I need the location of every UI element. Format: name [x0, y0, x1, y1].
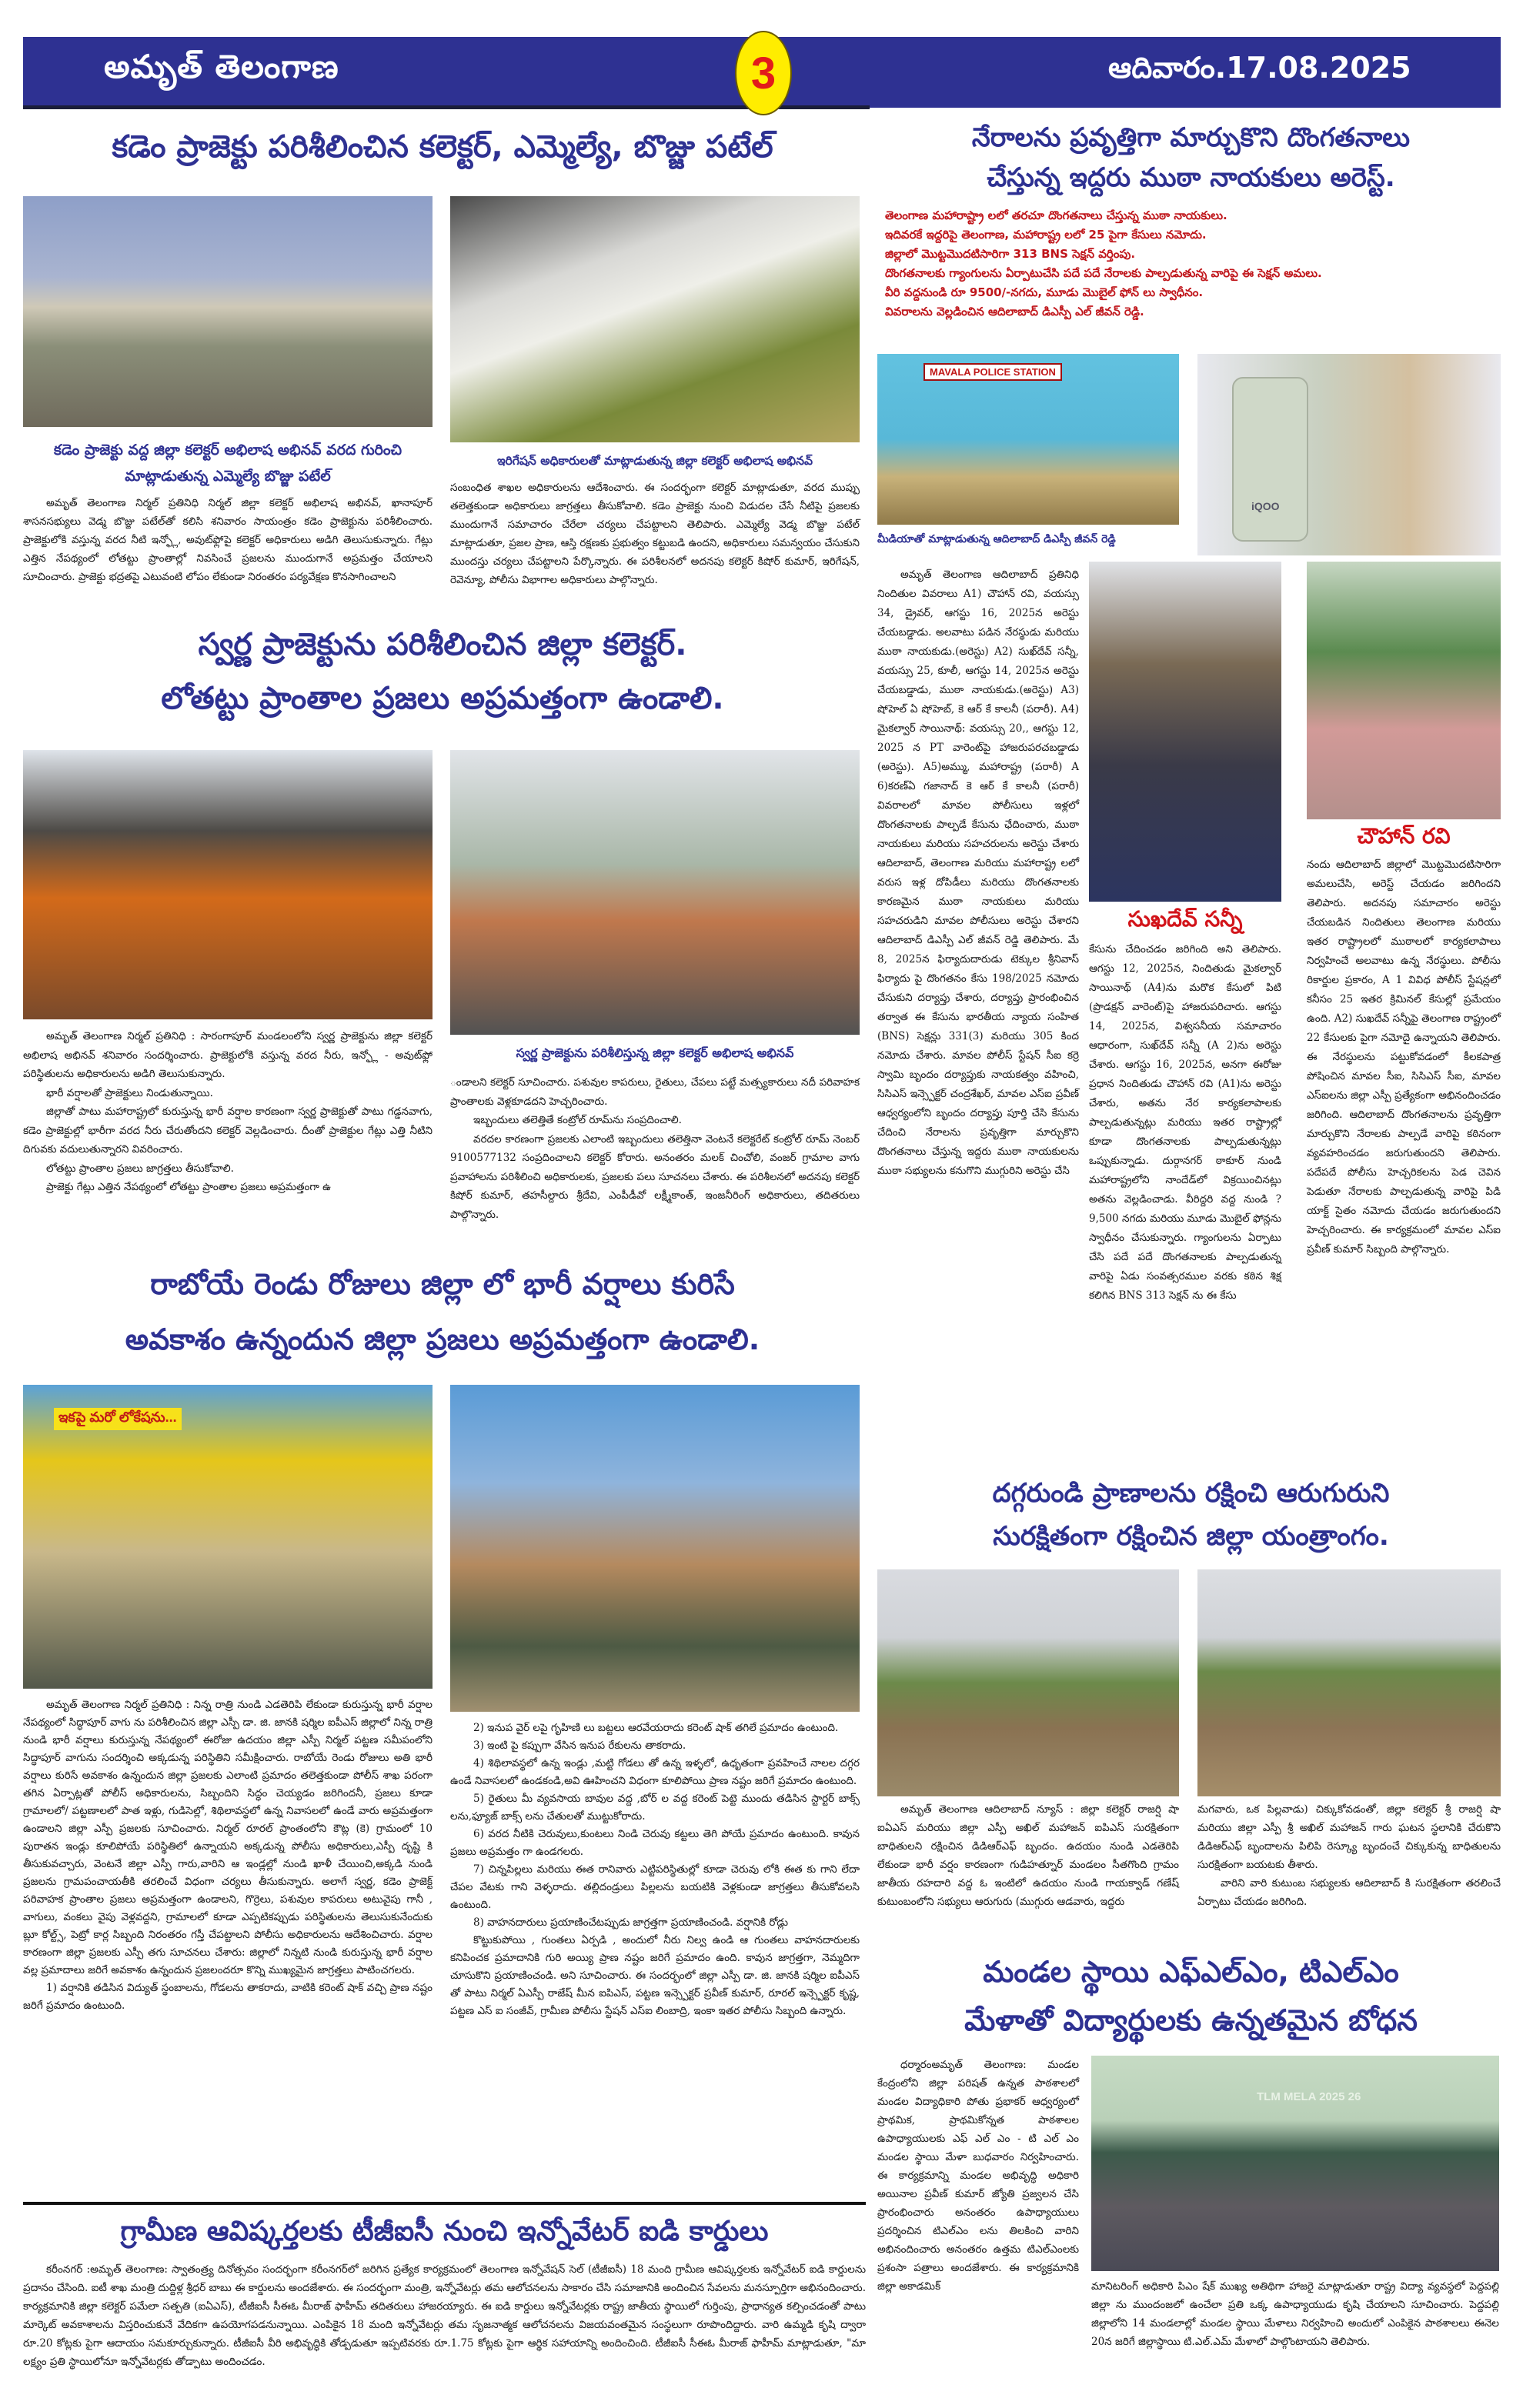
- theft-headline-line2: చేస్తున్న ఇద్దరు ముఠా నాయకులు అరెస్ట్.: [987, 162, 1395, 193]
- rain-body-right: [450, 1719, 860, 2020]
- tgic-body-text: కరీంనగర్ :అమృత్ తెలంగాణ: స్వాతంత్ర్య దినోత్సవం సందర్భంగా కరీంనగర్‌లో జరిగిన ప్రత్యేక కార్యక్రమంలో తెలంగాణ ఇన్నోవేషన్ సెల్ (టీజీఐసీ) 18 మంది గ్రామీణ ఆవిష్కర్తలకు ఇన్నోవేటర్ ఐడి కార్డులను ప్రదానం చేసింది. ఐటీ శాఖ మంత్రి దుద్దిళ్ల శ్రీధర్ బాబు ఈ కార్డులను అందజేశారు. ఈ సందర్భంగా మంత్రి, ఇన్నోవేటర్లు తమ ఆలోచనలను సాకారం చేసి సమాజానికి అందించిన సేవలను మనస్పూర్తిగా అభినందించారు. కార్యక్రమానికి జిల్లా కలెక్టర్ పమేలా సత్పతి (ఐఏఎస్), టీజీఐసీ సీఈఓ మీరాజ్ ఫాహీమ్ తదితరులు హాజరయ్యారు. ఈ ఐడి కార్డులు ఇన్నోవేటర్లకు రాష్ట్ర జాతీయ స్థాయిలో గుర్తింపు, ప్రాధాన్యత కల్పించడంతో పాటు మార్కెట్ అవకాశాలను విస్తరించుకునే వేదికగా ఉపయోగపడనున్నాయి. ఎంపికైన 18 మంది ఇన్నోవేటర్లు తమ సృజనాత్మక ఆలోచనలను విజయవంతమైన సంస్థలుగా రూపొందిద్దారు. వారి ఉమ్మడి కృషి ద్వారా రూ.20 కోట్లకు పైగా ఆదాయం సమకూర్చుకున్నారు. టీజీఐసీ వీరి అభివృద్ధికి తోడ్పడుతూ ఇప్పటివరకు రూ.1.75 కోట్లకు పైగా ఆర్థిక సహాయాన్ని అందించింది. టీజీఐసీ సీఈఓ మీరాజ్ ఫాహీమ్ మాట్లాడుతూ, "మా లక్ష్యం ప్రతి స్థాయిలోనూ ఇన్నోవేటర్లకు తోడ్పాటు అందించడం.: [23, 2263, 866, 2368]
- rain-safety-point: 4) శిథిలావస్థలో ఉన్న ఇండ్లు ,మట్టి గోడలు తో ఉన్న ఇళ్ళలో, ఉధృతంగా ప్రవహించే నాలల దగ్గర ఉండే నివాసలలో ఉండకండి,అవి ఊహించని విధంగా కూలిపోయి ప్రాణ నష్టం జరిగే ప్రమాదం ఉంటుంది.: [450, 1757, 860, 1787]
- theft-body-col1: [877, 565, 1079, 1181]
- rain-banner-text: ఇకపై మరో లోకేషను...: [54, 1408, 182, 1430]
- kadem-photo-2-caption: ఇరిగేషన్ అధికారులతో మాట్లాడుతున్న జిల్లా కలెక్టర్ అభిలాష అభినవ్: [496, 454, 813, 468]
- flm-col-text: ధర్మారంఅమృత్ తెలంగాణ: మండల కేంద్రంలోని జిల్లా పరిషత్ ఉన్నత పాఠశాలలో మండల విద్యాధికారి పోతు ప్రభాకర్ ఆధ్వర్యంలో ప్రాథమిక, ప్రాథమికోన్నత పాఠశాలల ఉపాధ్యాయులకు ఎఫ్ ఎల్ ఎం - టి ఎల్ ఎం మండల స్థాయి మేళా బుధవారం నిర్వహించారు. ఈ కార్యక్రమాన్ని మండల అభివృద్ధి అధికారి అయినాల ప్రవీణ్ కుమార్ జ్యోతి ప్రజ్వలన చేసి ప్రారంభించారు అనంతరం ఉపాధ్యాయులు ప్రదర్శించిన టిఎల్ఎం లను తిలకించి వారిని అభినందించారు అనంతరం ఉత్తమ టిఎల్ఎంలకు ప్రశంసా పత్రాలు అందజేశారు. ఈ కార్యక్రమానికి జిల్లా అకాడమిక్: [877, 2059, 1079, 2293]
- swarna-para-4: ండాలని కలెక్టర్ సూచించారు. పశువుల కాపరులు, రైతులు, చేపలు పట్టే మత్స్యకారులు నదీ పరివాహక ప్రాంతాలకు వెళ్లకూడదని హెచ్చరించారు.: [450, 1076, 860, 1108]
- rain-point-1: 1) వర్షానికి తడిసిన విద్యుత్ స్థంబాలను, గోడలను తాకరాదు, వాటికి కరెంట్ షాక్ వచ్చి ప్రాణ నష్టం జరిగే ప్రమాదం ఉంటుంది.: [23, 1982, 433, 2012]
- tgic-body: [23, 2260, 866, 2371]
- flm-body-bottom: [1091, 2277, 1499, 2351]
- rescue-para-3: వారిని వారి కుటుంబ సభ్యులకు ఆదిలాబాద్ కి సురక్షితంగా తరలించే ఏర్పాటు చేయడం జరిగింది.: [1197, 1877, 1501, 1908]
- theft-headline-line1: నేరాలను ప్రవృత్తిగా మార్చుకొని దొంగతనాలు: [971, 122, 1411, 153]
- tgic-headline: గ్రామీణ ఆవిష్కర్తలకు టీజీఐసీ నుంచి ఇన్నోవేటర్ ఐడి కార్డులు: [120, 2216, 769, 2247]
- flm-headline-line2: మేళాతో విద్యార్థులకు ఉన్నతమైన బోధన: [964, 2003, 1418, 2037]
- swarna-para-2: జిల్లాతో పాటు మహారాష్ట్రలో కురుస్తున్న భారీ వర్షాల కారణంగా స్వర్ణ ప్రాజెక్టుతో పాటు గడ్డనవాగు, కడెం ప్రాజెక్టుల్లో భారీగా వరద నీరు చేరుతోందని కలెక్టర్ వెల్లడించారు. దీంతో ప్రాజెక్టుల గేట్లు ఎత్తి నీటిని దిగువకు వదులుతున్నారని వివరించారు.: [23, 1106, 433, 1156]
- kadem-photo-2: [450, 196, 860, 442]
- swarna-para-3: ప్రాజెక్టు గేట్లు ఎత్తిన నేపథ్యంలో లోతట్టు ప్రాంతాల ప్రజలు అప్రమత్తంగా ఉ: [46, 1181, 331, 1193]
- station-sign: MAVALA POLICE STATION: [923, 363, 1062, 381]
- theft-body-col3: [1307, 855, 1501, 1259]
- masthead-underline: [23, 105, 870, 109]
- accused-name-sukhdev: సుఖదేవ్ సన్నీ: [1127, 906, 1243, 932]
- rescue-body-left: [877, 1800, 1179, 1911]
- newspaper-title: అమృత్ తెలంగాణ: [104, 48, 339, 85]
- rescue-photo-2: [1197, 1569, 1501, 1796]
- rain-safety-point: 7) చిన్నపిల్లలు మరియు ఈత రానివారు ఎట్టిపరిస్థితుల్లో కూడా చెరువు లోకి ఈత కు గాని లేదా చేపల వేటకు గాని వెళ్ళరాదు. తల్లిదండ్రులు పిల్లలను బయటికి వెళ్లకుండా జాగ్రత్తలు తీసుకోవలసి ఉంటుంది.: [450, 1863, 860, 1911]
- seized-items-photo: [1197, 354, 1501, 555]
- rain-closing-para: కొట్టుకుపోయి , గుంతలు ఏర్పడి , అందులో నీరు నిల్వ ఉండి ఆ గుంతలు వాహనదారులకు కనిపించక ప్రమాదానికి గురి అయ్యి ప్రాణ నష్టం జరిగే ప్రమాదం ఉంది. కావున జాగ్రత్తగా, నెమ్మదిగా చూసుకొని ప్రయాణించండి. అని సూచించారు. ఈ సందర్భంలో జిల్లా ఎస్పీ డా. జి. జానకి షర్మిల ఐపీఎస్ తో పాటు నిర్మల్ ఏఎస్పీ రాజేష్ మీన ఐపిఎస్, పట్టణ ఇన్స్పెక్టర్ ప్రవీణ్ కుమార్, రూరల్ ఇన్స్పెక్టర్ కృష్ణ, పట్టణ ఎస్ ఐ సంజీవ్, గ్రామీణ పోలీసు స్టేషన్ ఎస్ఐ లింబాద్రి, ఇంకా ఇతర పోలీసు సిబ్బంది ఉన్నారు.: [450, 1934, 860, 2017]
- theft-highlights: [885, 206, 1501, 322]
- swarna-body-right: [450, 1073, 860, 1224]
- tlm-mela-photo: [1091, 2056, 1499, 2271]
- rain-safety-point: 6) వరద నీటికి చెరువులు,కుంటలు నిండి చెరువు కట్టలు తెగి పోయే ప్రమాదం ఉంటుంది. కావున ప్రజలు అప్రమత్తం గా ఉండగలరు.: [450, 1828, 860, 1858]
- theft-highlight-item: తెలంగాణ మహారాష్ట్రా లలో తరచూ దొంగతనాలు చేస్తున్న ముఠా నాయకులు.: [885, 208, 1227, 222]
- swarna-subhead-1: భారీ వర్షాలతో ప్రాజెక్టులు నిండుతున్నాయి.: [46, 1086, 213, 1099]
- swarna-subhead-3: ఇబ్బందులు తలెత్తితే కంట్రోల్ రూమ్‌ను సంప్రదించాలి.: [473, 1114, 682, 1126]
- rescue-headline-line1: దగ్గరుండి ప్రాణాలను రక్షించి ఆరుగురుని: [992, 1478, 1390, 1509]
- swarna-body-left: [23, 1027, 433, 1197]
- swarna-headline-line1: స్వర్ణ ప్రాజెక్టును పరిశీలించిన జిల్లా కలెక్టర్.: [198, 627, 687, 662]
- rain-safety-point: 3) ఇంటి పై కప్పుగా వేసిన ఇనుప రేకులను తాకరాదు.: [473, 1739, 686, 1752]
- theft-col1-text: అమృత్ తెలంగాణ ఆదిలాబాద్ ప్రతినిధి నిందితుల వివరాలు A1) చౌహాన్ రవి, వయస్సు 34, డ్రైవర్, ఆగస్టు 16, 2025న అరెస్టు చేయబడ్డాడు. అలవాటు పడిన నేరస్థుడు మరియు ముఠా నాయకుడు.(అరెస్టు) A2) సుఖ్‌దేవ్ సన్నీ, వయస్సు 25, కూలీ, ఆగస్టు 14, 2025న అరెస్టు చేయబడ్డాడు, ముఠా నాయకుడు.(అరెస్టు) A3) షోహెల్ ఏ షోహెబ్, కె ఆర్ కే కాలనీ (పరారీ). A4) మైకల్వార్ సాయినాథ్: వయస్సు 20,, ఆగస్టు 12, 2025 న PT వారెంట్‌పై హాజరుపరచబడ్డాడు (అరెస్టు). A5)అమ్ము, మహారాష్ట్ర (పరారీ) A 6)కరణ్‌ఏ గజానాద్ కె ఆర్ కే కాలనీ (పరారీ) వివరాలలో మావల పోలీసులు ఇళ్లలో దొంగతనాలకు పాల్పడే కేసును ఛేదించారు, ముఠా నాయకులు మరియు సహచరులను అరెస్టు చేశారు ఆదిలాబాద్, తెలంగాణ మరియు మహారాష్ట్ర లలో వరుస ఇళ్ల దోపిడీలు మరియు దొంగతనాలకు కారణమైన ముఠా నాయకులు మరియు సహచరుడిని మావల పోలీసులు అరెస్టు చేశారని ఆదిలాబాద్ డిఎస్పీ ఎల్ జీవన్ రెడ్డి తెలిపారు. మే 8, 2025న ఫిర్యాదుదారుడు టెక్కుల శ్రీనివాస్ ఫిర్యాదు పై దొంగతనం కేసు 198/2025 నమోదు చేసుకుని దర్యాప్తు చేశారు, దర్యాప్తు ప్రారంభించిన తర్వాత ఈ కేసును భారతీయ న్యాయ సంహిత (BNS) సెక్షన్లు 331(3) మరియు 305 కింద నమోదు చేశారు. మావల పోలీస్ స్టేషన్ సీఐ కర్రె స్వామి బృందం దర్యాప్తుకు నాయకత్వం వహించి, సిసిఎస్ ఇన్స్పెక్టర్ చంద్రశేఖర్, మావల ఎస్ఐ ప్రవీణ్ ఆధ్వర్యంలోని బృందం దర్యాప్తు పూర్తి చేసి కేసును చేదించి నేరాలను ప్రవృత్తిగా మార్చుకొని దొంగతనాలు చేస్తున్న ఇద్దరు ముఠా నాయకులను ముఠా సభ్యులను కనుగొని ముగ్గురిని అరెస్టు చేసి: [877, 569, 1079, 1177]
- rain-photo-1: [23, 1385, 433, 1689]
- rescue-para-2: మగవారు, ఒక పిల్లవాడు) చిక్కుకోవడంతో, జిల్లా కలెక్టర్ శ్రీ రాజర్షి షా మరియు జిల్లా ఎస్పీ శ్రీ అఖిల్ మహాజన్ గారు ఘటన స్థలానికి చేరుకొని డిడిఆర్ఎఫ్ బృందాలను పిలిపి రెస్క్యూ బృందంచే చిక్కుకున్న బాధితులను సురక్షితంగా బయటకు తీశారు.: [1197, 1803, 1501, 1871]
- kadem-body-left-text: అమృత్ తెలంగాణ నిర్మల్ ప్రతినిధి నిర్మల్ జిల్లా కలెక్టర్ అభిలాష అభినవ్, ఖానాపూర్ శాసనసభ్యులు వెడ్మ బొజ్జు పటేల్‌తో కలిసి శనివారం సాయంత్రం కడెం ప్రాజెక్టును పరిశీలించారు. ప్రాజెక్టులోకి వస్తున్న వరద నీటి ఇన్ఫ్లో, అవుట్‌ఫ్లోపై కలెక్టర్ అధికారులు అడిగి తెలుసుకున్నారు. గేట్లు ఎత్తిన నేపథ్యంలో లోతట్టు ప్రాంతాల్లో నివసించే ప్రజలను ముందుగానే అప్రమత్తం చేయాలని సూచించారు. ప్రాజెక్టు భద్రతపై ఎటువంటి లోపం లేకుండా నిరంతరం పర్యవేక్షణ కొనసాగించాలని: [23, 497, 433, 583]
- theft-body-col2: [1089, 940, 1281, 1306]
- accused-photo-chauhan: [1307, 562, 1501, 819]
- rain-body-left: [23, 1696, 433, 2015]
- rain-safety-point: 5) రైతులు మీ వ్యవసాయ బావుల వద్ద ,బోర్ ల వద్ద కరెంట్ పెట్టె ముందు తడిసిన స్టార్టర్ బాక్స్ లను,ఫ్యూజ్ బాక్స్ లను చేతులతో ముట్టుకోరాదు.: [450, 1793, 860, 1823]
- swarna-photo-2: [450, 750, 860, 1035]
- flm-headline-line1: మండల స్థాయి ఎఫ్ఎల్ఎం, టిఎల్ఎం: [983, 1955, 1399, 1989]
- rain-para-1: అమృత్ తెలంగాణ నిర్మల్ ప్రతినిధి : నిన్న రాత్రి నుండి ఎడతెరిపి లేకుండా కురుస్తున్న భారీ వర్షాల నేపథ్యంలో సిద్ధాపూర్ వాగు ను పరిశీలించిన జిల్లా ఎస్పీ డా. జి. జానకి షర్మిల ఐపీఎస్ జిల్లాలో నిన్న రాత్రి నుండి భారీ వర్షాలు కురుస్తున్న నేపథ్యంలో ఈరోజు ఉదయం జిల్లా ఎస్పీ నిర్మల్ పట్టణ సమీపంలోని సిద్ధాపూర్ వాగును సందర్శించి అక్కడున్న పరిస్థితిని సమీక్షించారు. రాబోయే రెండు రోజులు అతి భారీ వర్షాలు కురిసే అవకాశం ఉన్నందున జిల్లా ప్రజలకు ఎలాంటి ప్రమాదం తలెత్తకుండా పోలీస్ శాఖ పరంగా తగిన ఏర్పాట్లతో పోలీస్ అధికారులను, సిబ్బందిని సిద్ధం చెయ్యడం జరిగిందనీ, ప్రజలు కూడా గ్రామాలలో/ పట్టణాలలో పాత ఇళ్లు, గుడిసెల్లో, శిథిలావస్థలో ఉన్న నివాసలలో ఉండే వారు అప్రమత్తంగా ఉండాలని జిల్లా ఎస్పీ ప్రజలకు సూచించారు. నిర్మల్ రూరల్ ప్రాంతంలోని కౌట్ల (కె) గ్రామంలో 10 పురాతన ఇండ్లు కూలిపోయే పరిస్థితిలో ఉన్నాయని అక్కడున్న పోలీసు అధికారులు,ఎస్పీ దృష్టి కి తీసుకువచ్చారు, వెంటనే జిల్లా ఎస్పీ గారు,వారిని ఆ ఇండ్లల్లో నుండి ఖాళీ చేయించి,అక్కడి నుండి ప్రజలను గ్రామపంచాయతీకి తరలించే విధంగా చర్యలు తీసుకున్నారు. అలాగే స్వర్ణ, కడెం ప్రాజెక్ట్ పరివాహక ప్రాంతాల ప్రజలు అప్రమత్తంగా ఉండాలని, గొర్రెలు, పశువుల కాపరులు అటువైపు గానీ , వాగులు, వంకలు వైపు వెళ్లవద్దని, గ్రామాలలో కూడా ఎప్పటికప్పుడు పరిస్థితులను తెలుసుకునేందుకు బ్లూ కోల్ట్స్, పెట్రో కార్ల సిబ్బంది నిరంతరం గస్తీ చేపట్టాలని పోలీసు అధికారులను ఆదేశించిచారు. వర్షాల కారణంగా జిల్లా ప్రజలకు ఎస్పీ తగు సూచనలు చేశారు: జిల్లాలో నిన్నటి నుండి కురుస్తున్న భారీ వర్షాల వల్ల ప్రమాదాలు జరిగే అవకాశం ఉన్నందున ప్రజలందరూ కొన్ని ముఖ్యమైన జాగ్రత్తలు పాటించగలరు.: [23, 1699, 433, 1976]
- rain-headline-line2: అవకాశం ఉన్నందున జిల్లా ప్రజలు అప్రమత్తంగా ఉండాలి.: [125, 1322, 760, 1356]
- theft-highlight-item: వివరాలను వెల్లడించిన ఆదిలాబాద్ డిఎస్పీ ఎల్ జీవన్ రెడ్డి.: [885, 305, 1144, 319]
- swarna-photo-2-caption: స్వర్ణ ప్రాజెక్టును పరిశీలిస్తున్న జిల్లా కలెక్టర్ అభిలాష అభినవ్: [516, 1046, 794, 1060]
- swarna-subhead-2: లోతట్టు ప్రాంతాల ప్రజలు జాగ్రత్తలు తీసుకోవాలి.: [46, 1162, 234, 1175]
- section-divider: [23, 2202, 866, 2205]
- theft-highlight-item: ఇదివరకే ఇద్దరిపై తెలంగాణ, మహారాష్ట్ర లలో 25 పైగా కేసులు నమోదు.: [885, 228, 1207, 242]
- police-photo-caption: మీడియాతో మాట్లాడుతున్న ఆదిలాబాద్ డిఎస్పీ జీవన్ రెడ్డి: [877, 533, 1116, 545]
- board-text: TLM MELA 2025 26: [1257, 2090, 1361, 2103]
- theft-highlight-item: దొంగతనాలకు గ్యాంగులను ఏర్పాటుచేసి పదే పదే నేరాలకు పాల్పడుతున్న వారిపై ఈ సెక్షన్ అమలు.: [885, 266, 1322, 280]
- phone-brand: iQOO: [1251, 500, 1280, 512]
- kadem-body-right-text: సంబంధిత శాఖల అధికారులను ఆదేశించారు. ఈ సందర్భంగా కలెక్టర్ మాట్లాడుతూ, వరద ముప్పు తలెత్తకుండా అధికారులు జాగ్రత్తలు తీసుకోవాలి. కడెం ప్రాజెక్టు నుంచి విడుదల చేసే నీటిపై ప్రజలకు ముందుగానే సమాచారం చేరేలా చర్యలు చేపట్టాలని తెలిపారు. ఎమ్మెల్యే వెడ్మ బొజ్జు పటేల్ మాట్లాడుతూ, ప్రజల ప్రాణ, ఆస్తి రక్షణకు ప్రభుత్వం కట్టుబడి ఉందని, అధికారులు సమన్వయం చేసుకుని ముందస్తు చర్యలు చేపట్టాలని పేర్కొన్నారు. ఈ పరిశీలనలో అదనపు కలెక్టర్ కిషోర్ కుమార్, ఇరిగేషన్, రెవెన్యూ, పోలీసు విభాగాల అధికారులు పాల్గొన్నారు.: [450, 482, 860, 586]
- swarna-para-5: వరదల కారణంగా ప్రజలకు ఎలాంటి ఇబ్బందులు తలెత్తినా వెంటనే కలెక్టరేట్ కంట్రోల్ రూమ్ నెంబర్ 9100577132 సంప్రదించాలని కలెక్టర్ కోరారు. అనంతరం మలక్ చించోలి, వంజర్ గ్రామాల వాగు ప్రవాహాలను పరిశీలించి అధికారులకు, ప్రజలకు పలు సూచనలు చేశారు. ఈ పరిశీలనలో అదనపు కలెక్టర్ కిషోర్ కుమార్, తహసీల్దారు శ్రీదేవి, ఎంపీడీవో లక్ష్మీకాంత్, ఇంజనీరింగ్ అధికారులు, తదితరులు పాల్గొన్నారు.: [450, 1132, 860, 1221]
- theft-col2-text: కేసును చేదించడం జరిగింది అని తెలిపారు. ఆగస్టు 12, 2025న, నిందితుడు మైకల్వార్ సాయినాథ్ (A4)ను మరొక కేసులో పిటి (ప్రొడక్షన్ వారెంట్)పై హాజరుపరిచారు. ఆగస్టు 14, 2025న, విశ్వసనీయ సమాచారం ఆధారంగా, సుఖ్‌దేవ్ సన్నీ (A 2)ను అరెస్టు చేశారు. ఆగస్టు 16, 2025న, అనగా ఈరోజు ప్రధాన నిందితుడు చౌహాన్ రవి (A1)ను అరెస్టు చేశారు, అతను నేర కార్యకలాపాలకు పాల్పడుతున్నట్లు మరియు ఇతర రాష్ట్రాల్లో కూడా దొంగతనాలకు పాల్పడుతున్నట్లు ఒప్పుకున్నాడు. దుర్గానగర్ ఠాకూర్ నుండి మహారాష్ట్రలోని నాందేడ్‌లో విక్రయించినట్లు అతను వెల్లడించాడు. వీరిద్దరి వద్ద నుండి ?9,500 నగదు మరియు మూడు మొబైల్ ఫోన్లను స్వాధీనం చేసుకున్నారు. గ్యాంగులను ఏర్పాటు చేసి పదే పదే దొంగతనాలకు పాల్పడుతున్న వారిపై ఏడు సంవత్సరముల వరకు కఠిన శిక్ష కలిగిన BNS 313 సెక్షన్ ను ఈ కేసు: [1089, 943, 1281, 1302]
- rescue-para-1: అమృత్ తెలంగాణ ఆదిలాబాద్ న్యూస్ : జిల్లా కలెక్టర్ రాజర్షి షా ఐఏఎస్ మరియు జిల్లా ఎస్పీ అఖిల్ మహాజన్ ఐపిఎస్ సురక్షితంగా బాధితులని రక్షించిన డిడిఆర్ఎఫ్ బృందం. ఉదయం నుండి ఎడతెరిపి లేకుండా భారీ వర్షం కారణంగా గుడిహత్నూర్ మండలం సీతగొంది గ్రామం జాతీయ రహదారి వద్ద ఓ ఇంటిలో ఉదయం నుండి గాయక్వాడ్ గణేష్ కుటుంబంలోని సభ్యులు ఆరుగురు (ముగ్గురు ఆడవారు, ఇద్దరు: [877, 1803, 1179, 1908]
- rain-headline-line1: రాబోయే రెండు రోజులు జిల్లా లో భారీ వర్షాలు కురిసే: [150, 1267, 735, 1301]
- rescue-body-right: [1197, 1800, 1501, 1911]
- issue-date: ఆదివారం.17.08.2025: [1108, 51, 1411, 85]
- theft-highlight-item: వీరి వద్దనుండి రూ 9500/-నగదు, మూడు మొబైల్ ఫోన్ లు స్వాధీనం.: [885, 285, 1204, 299]
- flm-bottom-text: మానిటరింగ్ అధికారి పిఎం షేక్ ముఖ్య అతిథిగా హాజరై మాట్లాడుతూ రాష్ట్ర విద్యా వ్యవస్థలో పెద్దపల్లి జిల్లా ను ముందంజలో ఉంచేలా ప్రతి ఒక్క ఉపాధ్యాయుడు కృషి చేయాలని సూచించారు. పెద్దపల్లి జిల్లాలోని 14 మండలాల్లో మండల స్థాయి మేళాలు నిర్వహించి అందులో ఎంపికైన పాఠశాలలు ఈనెల 20న జరిగే జిల్లాస్థాయి టి.ఎల్.ఎమ్ మేళాలో పాల్గొంటాయని తెలిపారు.: [1091, 2280, 1499, 2348]
- police-station-photo: [877, 354, 1179, 525]
- kadem-headline: కడెం ప్రాజెక్టు పరిశీలించిన కలెక్టర్, ఎమ్మెల్యే, బొజ్జు పటేల్: [112, 129, 773, 165]
- flm-body-col: [877, 2056, 1079, 2296]
- kadem-body-left: [23, 494, 433, 586]
- rescue-photo-1: [877, 1569, 1179, 1796]
- accused-name-chauhan: చౌహాన్ రవి: [1357, 823, 1451, 849]
- rain-safety-point: 2) ఇనుప వైర్ లపై గృహిణి లు బట్టలు ఆరవేయరాదు కరెంట్ షాక్ తగిలే ప్రమాదం ఉంటుంది.: [473, 1722, 839, 1734]
- rain-photo-2: [450, 1385, 860, 1712]
- swarna-photo-1: [23, 750, 433, 1019]
- seized-phone: [1232, 377, 1308, 542]
- rescue-headline-line2: సురక్షితంగా రక్షించిన జిల్లా యంత్రాంగం.: [993, 1521, 1389, 1552]
- kadem-photo-1: [23, 196, 433, 427]
- kadem-body-right: [450, 479, 860, 589]
- swarna-para-1: అమృత్ తెలంగాణ నిర్మల్ ప్రతినిధి : సారంగాపూర్ మండలంలోని స్వర్ణ ప్రాజెక్టును జిల్లా కలెక్టర్ అభిలాష అభినవ్ శనివారం సందర్శించారు. ప్రాజెక్టులోకి వస్తున్న వరద నీరు, ఇన్ఫ్లో - అవుట్‌ఫ్లో పరిస్థితులను అధికారులను అడిగి తెలుసుకున్నారు.: [23, 1030, 433, 1080]
- kadem-photo-1-caption: కడెం ప్రాజెక్టు వద్ద జిల్లా కలెక్టర్ అభిలాష అభినవ్ వరద గురించి మాట్లాడుతున్న ఎమ్మెల్యే బొజ్జు పటేల్: [53, 442, 402, 485]
- page-number-badge: 3: [735, 31, 792, 115]
- theft-highlight-item: జిల్లాలో మొట్టమొదటిసారిగా 313 BNS సెక్షన్ వర్తింపు.: [885, 247, 1136, 261]
- theft-col3-text: నందు ఆదిలాబాద్ జిల్లాలో మొట్టమొదటిసారిగా అమలుచేసి, అరెస్ట్ చేయడం జరిగిందని తెలిపారు. అదనపు సమాచారం అరెస్టు చేయబడిన నిందితులు తెలంగాణ మరియు ఇతర రాష్ట్రాలలో ముఠాలలో కార్యకలాపాలు నిర్వహించే అలవాటు ఉన్న నేరస్థులు. పోలీసు రికార్డుల ప్రకారం, A 1 వివిధ పోలీస్ స్టేషన్లలో కనీసం 25 ఇతర క్రిమినల్ కేసుల్లో ప్రమేయం ఉంది. A2) సుఖదేవ్ సన్నీపై తెలంగాణ రాష్ట్రంలో 22 కేసులకు పైగా నమోదై ఉన్నాయని తెలిపారు. ఈ నేరస్థులను పట్టుకోవడంలో కీలకపాత్ర పోషించిన మావల సీఐ, సిసిఎస్ సీఐ, మావల ఎస్ఐలను జిల్లా ఎస్పీ ప్రత్యేకంగా అభినందించడం జరిగింది. ఆదిలాబాద్ దొంగతనాలను ప్రవృత్తిగా మార్చుకొని నేరాలకు పాల్పడే వారిపై కఠినంగా వ్యవహరించడం జరుగుతుందని తెలిపారు. పదేపదే పోలీసు హెచ్చరికలను పెడ చెవిన పెడుతూ నేరాలకు పాల్పడుతున్న వారిపై పిడి యాక్ట్ సైతం నమోదు చేయడం జరుగుతుందని హెచ్చరించారు. ఈ కార్యక్రమంలో మావల ఎస్ఐ ప్రవీణ్ కుమార్ సిబ్బంది పాల్గొన్నారు.: [1307, 859, 1501, 1256]
- swarna-headline-line2: లోతట్టు ప్రాంతాల ప్రజలు అప్రమత్తంగా ఉండాలి.: [161, 681, 724, 716]
- rain-safety-point: 8) వాహనదారులు ప్రయాణించేటప్పుడు జాగ్రత్తగా ప్రయాణించండి. వర్షానికి రోడ్లు: [473, 1916, 789, 1929]
- accused-photo-sukhdev: [1089, 562, 1281, 902]
